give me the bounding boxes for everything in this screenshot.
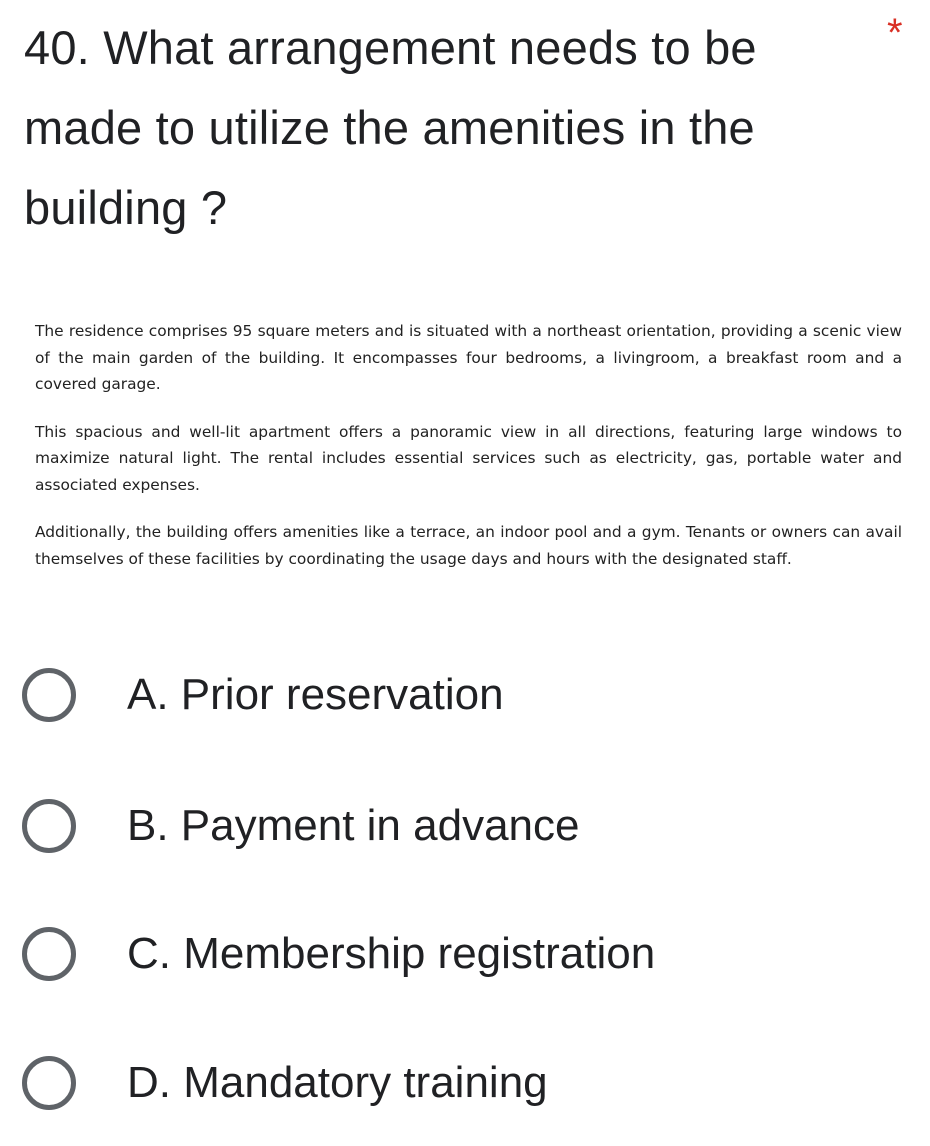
required-indicator: * xyxy=(887,11,903,55)
radio-button-c[interactable] xyxy=(22,927,76,981)
option-d-label[interactable]: D. Mandatory training xyxy=(127,1058,548,1107)
radio-button-a[interactable] xyxy=(22,668,76,722)
passage-paragraph: The residence comprises 95 square meters and is situated with a northeast orientation, providing a scenic view of the main garden of the building. It encompasses four bedrooms, a livingroom, a breakfast room and a covered garage. xyxy=(35,322,902,393)
option-c-label[interactable]: C. Membership registration xyxy=(127,929,656,978)
radio-button-d[interactable] xyxy=(22,1056,76,1110)
option-a[interactable] xyxy=(22,660,504,730)
option-b-label[interactable]: B. Payment in advance xyxy=(127,801,580,850)
radio-button-b[interactable] xyxy=(22,799,76,853)
passage-paragraph: Additionally, the building offers amenities like a terrace, an indoor pool and a gym. Tenants or owners can avail themselves of these facilities by coordinating the usage days and hours with the designated staff. xyxy=(35,523,902,568)
option-c[interactable] xyxy=(22,919,655,989)
passage-paragraph: This spacious and well-lit apartment offers a panoramic view in all directions, featuring large windows to maximize natural light. The rental includes essential services such as electricity, gas, portable water and associated expenses. xyxy=(35,422,902,494)
option-b[interactable] xyxy=(22,791,579,861)
option-a-label[interactable]: A. Prior reservation xyxy=(127,670,504,719)
reading-passage xyxy=(35,318,902,593)
question-title: 40. What arrangement needs to be made to utilize the amenities in the building ? xyxy=(24,21,757,234)
option-d[interactable] xyxy=(22,1048,548,1118)
